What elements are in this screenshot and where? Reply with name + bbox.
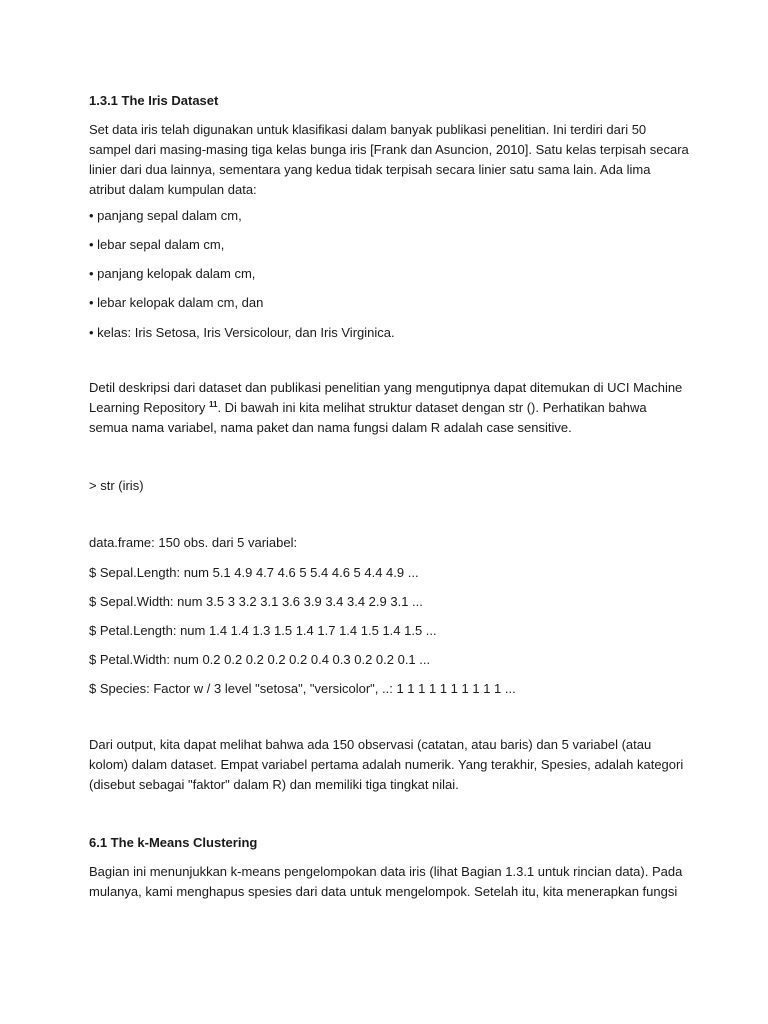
detail-text-part2: . Di bawah ini kita melihat struktur dataset dengan str (). Perhatikan bahwa semua nama variabel, nama paket dan nama fungsi dalam R adalah case sensitive. bbox=[89, 400, 647, 435]
attribute-item-5: • kelas: Iris Setosa, Iris Versicolour, dan Iris Virginica. bbox=[89, 325, 395, 340]
output-line-petal-length: $ Petal.Length: num 1.4 1.4 1.3 1.5 1.4 1.7 1.4 1.5 1.4 1.5 ... bbox=[89, 623, 437, 638]
intro-paragraph: Set data iris telah digunakan untuk klasifikasi dalam banyak publikasi penelitian. Ini terdiri dari 50 sampel dari masing-masing tiga kelas bunga iris [Frank dan Asuncion, 2010]. Satu kelas terpisah secara linier dari dua lainnya, sementara yang kedua tidak terpisah secara linier satu sama lain. Ada lima atribut dalam kumpulan data: bbox=[89, 122, 689, 197]
summary-paragraph: Dari output, kita dapat melihat bahwa ada 150 observasi (catatan, atau baris) dan 5 variabel (atau kolom) dalam dataset. Empat variabel pertama adalah numerik. Yang terakhir, Spesies, adalah kategori (disebut sebagai "faktor" dalam R) dan memiliki tiga tingkat nilai. bbox=[89, 737, 684, 792]
attribute-item-4: • lebar kelopak dalam cm, dan bbox=[89, 295, 264, 310]
detail-text-part1: Detil deskripsi dari dataset dan publikasi penelitian yang mengutipnya dapat ditemukan di UCI Machine Learning Repository bbox=[89, 380, 683, 415]
r-command: > str (iris) bbox=[89, 478, 144, 493]
output-line-petal-width: $ Petal.Width: num 0.2 0.2 0.2 0.2 0.2 0.4 0.3 0.2 0.2 0.1 ... bbox=[89, 652, 431, 667]
attribute-item-3: • panjang kelopak dalam cm, bbox=[89, 266, 256, 281]
footnote-marker: 11 bbox=[208, 400, 218, 409]
output-header: data.frame: 150 obs. dari 5 variabel: bbox=[89, 535, 298, 550]
k-means-intro-paragraph: Bagian ini menunjukkan k-means pengelompokan data iris (lihat Bagian 1.3.1 untuk rincian data). Pada mulanya, kami menghapus spesies dari data untuk mengelompok. Setelah itu, kita menerapkan fungsi bbox=[89, 864, 683, 899]
detail-paragraph bbox=[89, 378, 689, 438]
section-heading-iris-dataset: 1.3.1 The Iris Dataset bbox=[89, 93, 219, 108]
attribute-item-1: • panjang sepal dalam cm, bbox=[89, 208, 242, 223]
output-line-species: $ Species: Factor w / 3 level "setosa", "versicolor", ..: 1 1 1 1 1 1 1 1 1 1 ... bbox=[89, 681, 516, 696]
output-line-sepal-length: $ Sepal.Length: num 5.1 4.9 4.7 4.6 5 5.4 4.6 5 4.4 4.9 ... bbox=[89, 565, 419, 580]
output-line-sepal-width: $ Sepal.Width: num 3.5 3 3.2 3.1 3.6 3.9 3.4 3.4 2.9 3.1 ... bbox=[89, 594, 423, 609]
section-heading-k-means: 6.1 The k-Means Clustering bbox=[89, 835, 258, 850]
attribute-item-2: • lebar sepal dalam cm, bbox=[89, 237, 225, 252]
